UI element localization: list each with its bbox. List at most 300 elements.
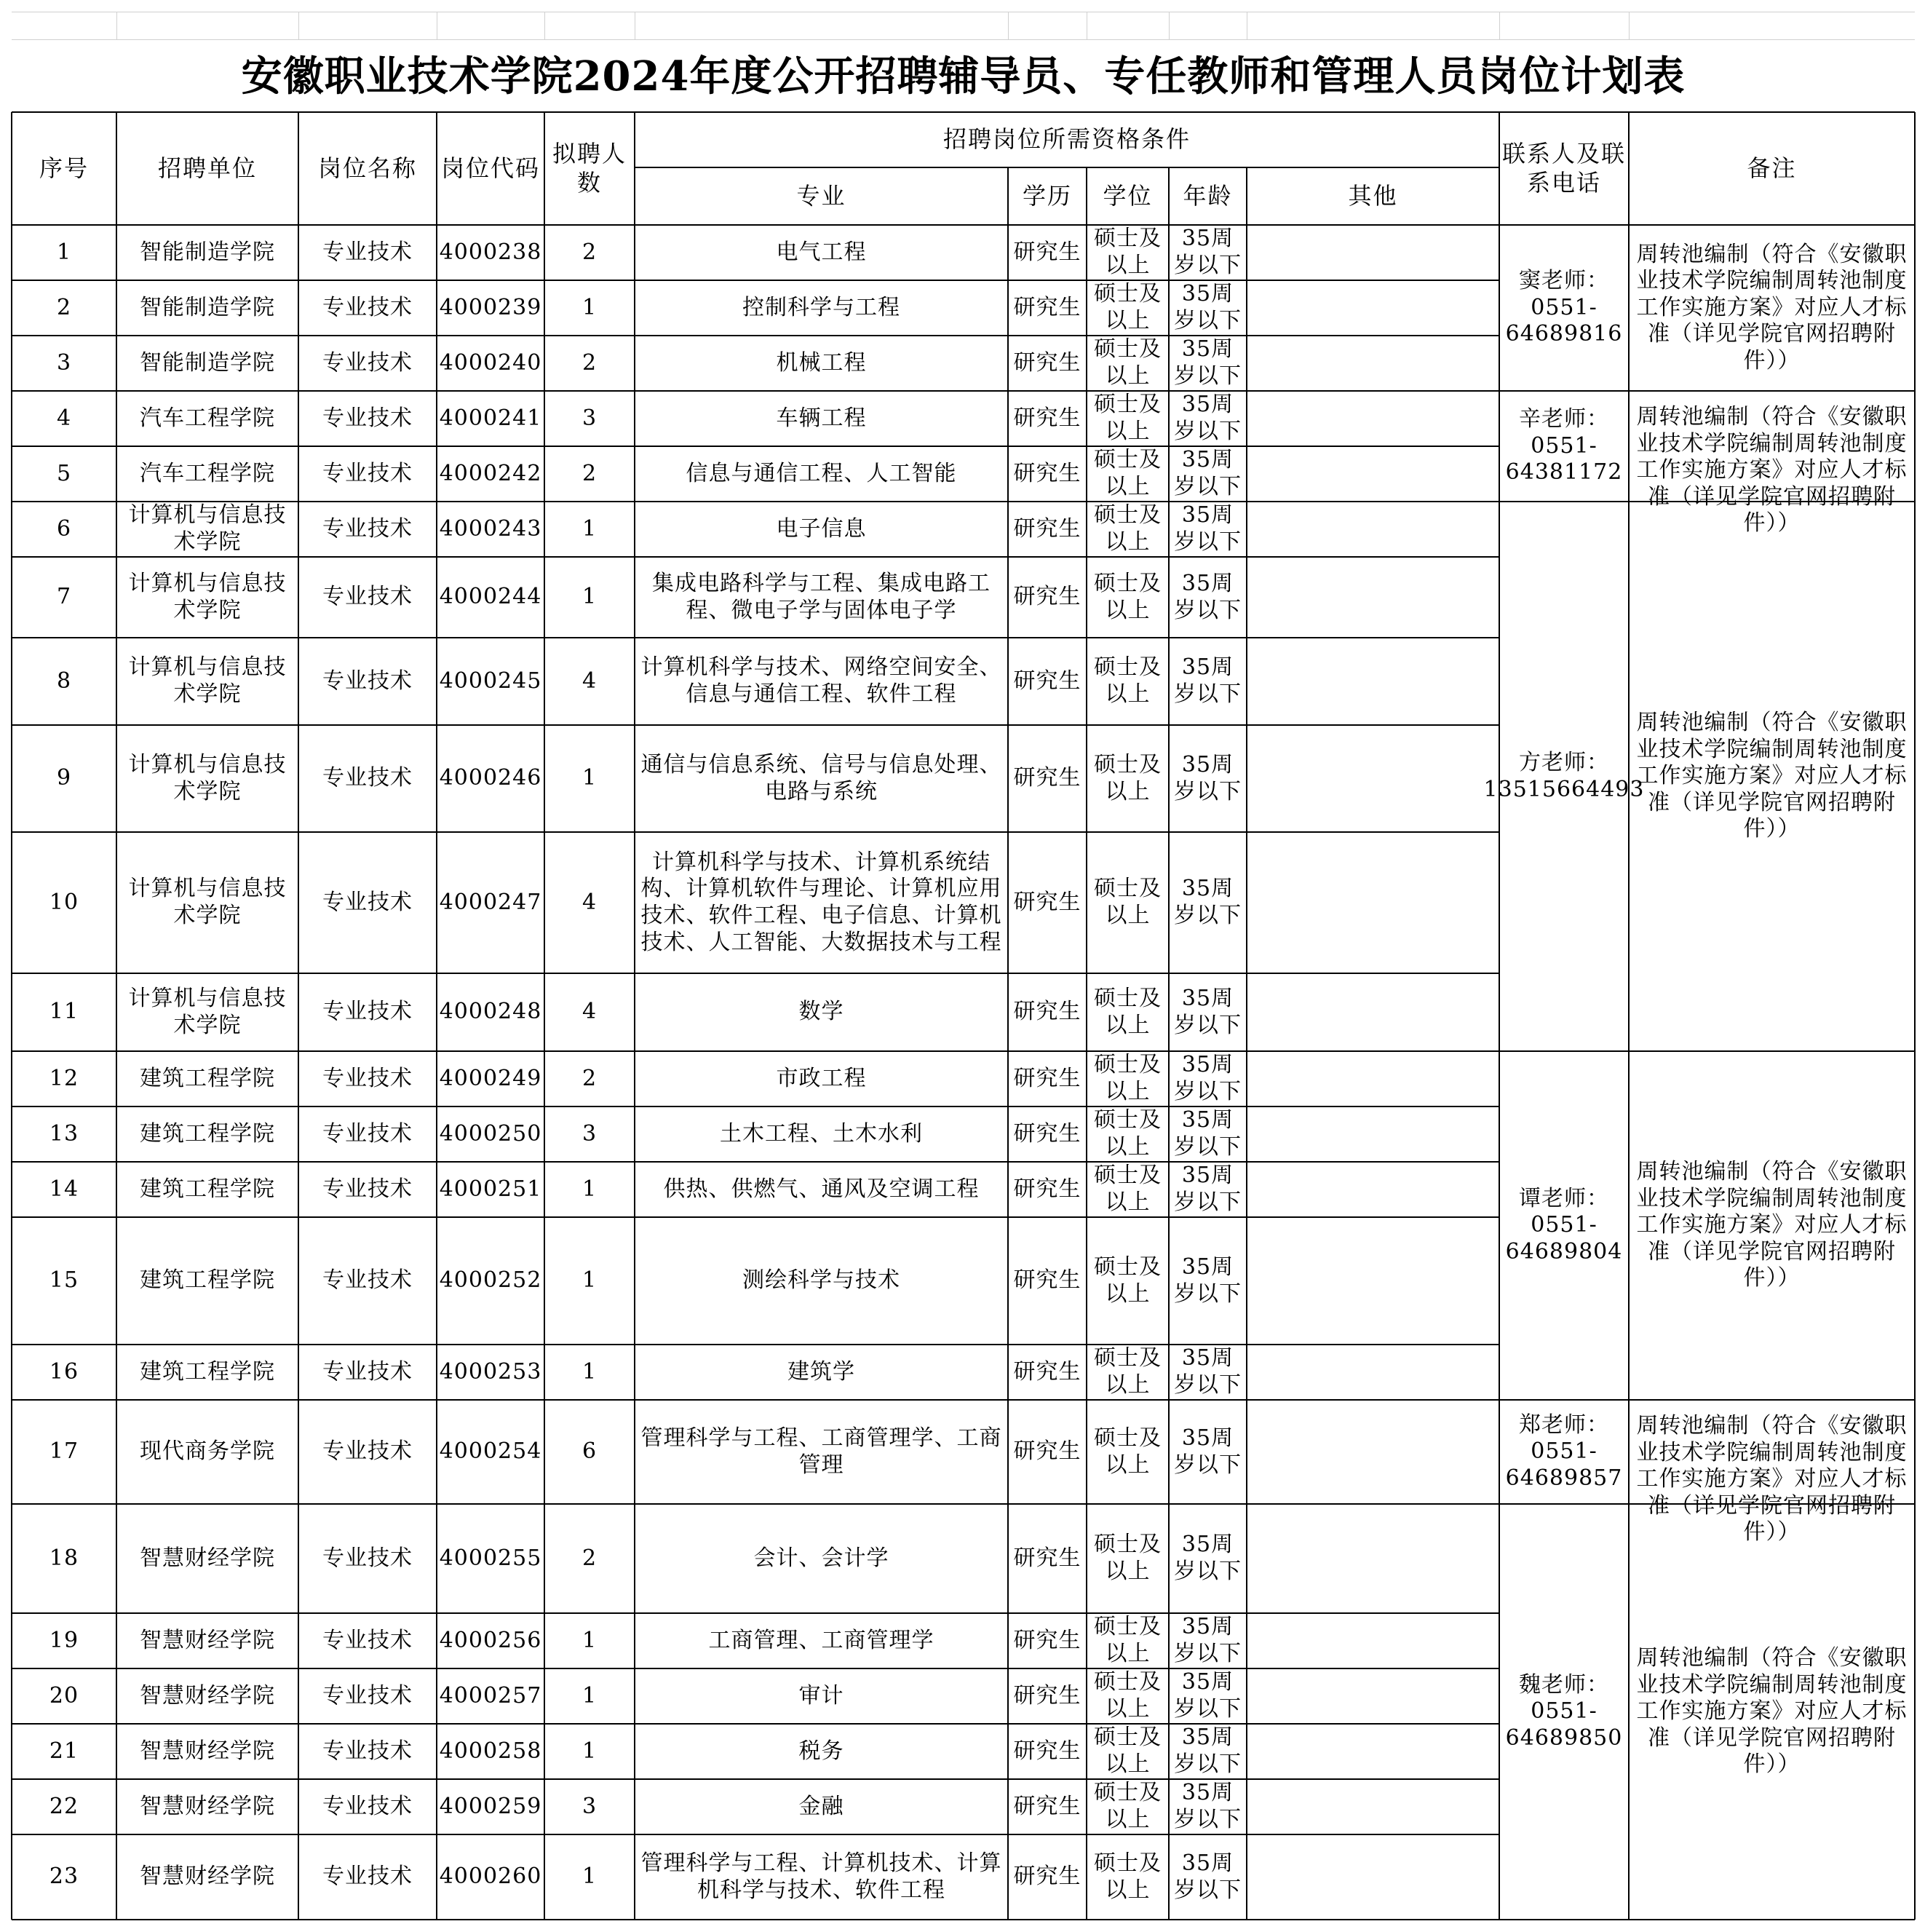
education-cell: 研究生 [1013, 1065, 1081, 1091]
contact-cell: 窦老师：0551-64689816 [1505, 268, 1623, 347]
unit-cell: 智能制造学院 [140, 349, 275, 376]
other-cell [1247, 1051, 1499, 1106]
header-remarks: 备注 [1747, 154, 1797, 182]
unit-cell: 智慧财经学院 [140, 1738, 275, 1764]
count-cell: 1 [582, 1864, 598, 1890]
seq-cell: 19 [49, 1627, 79, 1653]
age-cell: 35周岁以下 [1174, 654, 1242, 707]
header-major: 专业 [796, 181, 846, 210]
table-border [1499, 112, 1500, 1920]
post-name-cell: 专业技术 [322, 584, 413, 610]
post-code-cell: 4000239 [439, 294, 542, 320]
other-cell [1247, 1613, 1499, 1668]
major-cell: 计算机科学与技术、网络空间安全、信息与通信工程、软件工程 [640, 654, 1002, 707]
degree-cell: 硕士及以上 [1094, 1163, 1162, 1215]
unit-cell: 计算机与信息技术学院 [128, 876, 287, 928]
major-cell: 土木工程、土木水利 [720, 1120, 923, 1147]
major-cell: 审计 [798, 1682, 844, 1709]
table-border [1007, 167, 1009, 1920]
count-cell: 2 [582, 1545, 598, 1571]
table-border [12, 831, 1499, 833]
contact-cell: 辛老师：0551-64381172 [1505, 406, 1623, 486]
seq-cell: 2 [56, 294, 72, 320]
table-border [12, 1668, 1499, 1669]
degree-cell: 硕士及以上 [1094, 502, 1162, 555]
count-cell: 6 [582, 1438, 598, 1465]
other-cell [1247, 973, 1499, 1051]
post-name-cell: 专业技术 [322, 515, 413, 542]
other-cell [1247, 225, 1499, 280]
education-cell: 研究生 [1013, 1267, 1081, 1294]
post-code-cell: 4000260 [439, 1864, 542, 1890]
count-cell: 4 [582, 668, 598, 694]
post-name-cell: 专业技术 [322, 1267, 413, 1294]
table-border [12, 1106, 1499, 1107]
post-code-cell: 4000245 [439, 668, 542, 694]
unit-cell: 汽车工程学院 [140, 405, 275, 431]
table-border [12, 1399, 1499, 1401]
major-cell: 集成电路科学与工程、集成电路工程、微电子学与固体电子学 [652, 570, 991, 623]
count-cell: 2 [582, 1065, 598, 1091]
major-cell: 管理科学与工程、计算机技术、计算机科学与技术、软件工程 [640, 1850, 1002, 1903]
seq-cell: 8 [56, 668, 72, 694]
education-cell: 研究生 [1013, 1438, 1081, 1465]
major-cell: 电子信息 [776, 515, 867, 542]
sheet-gridline [298, 12, 299, 39]
unit-cell: 智能制造学院 [140, 239, 275, 265]
table-border [12, 724, 1499, 726]
count-cell: 1 [582, 765, 598, 791]
remark-cell: 周转池编制（符合《安徽职业技术学院编制周转池制度工作实施方案》对应人才标准（详见学院官网招聘附件）） [1636, 404, 1908, 537]
unit-cell: 计算机与信息技术学院 [128, 570, 287, 623]
age-cell: 35周岁以下 [1174, 570, 1242, 623]
header-other: 其他 [1348, 181, 1398, 210]
table-border [12, 1050, 1499, 1052]
education-cell: 研究生 [1013, 1738, 1081, 1764]
major-cell: 管理科学与工程、工商管理学、工商管理 [640, 1425, 1002, 1478]
table-border [12, 501, 1499, 502]
table-border [12, 446, 1499, 447]
count-cell: 1 [582, 1358, 598, 1385]
table-border [12, 1723, 1499, 1725]
post-code-cell: 4000249 [439, 1065, 542, 1091]
unit-cell: 计算机与信息技术学院 [128, 654, 287, 707]
count-cell: 4 [582, 889, 598, 915]
table-border [12, 1612, 1499, 1614]
table-border [12, 1344, 1499, 1345]
age-cell: 35周岁以下 [1174, 1725, 1242, 1777]
age-cell: 35周岁以下 [1174, 502, 1242, 555]
contact-cell: 郑老师：0551-64689857 [1505, 1412, 1623, 1491]
age-cell: 35周岁以下 [1174, 1614, 1242, 1666]
major-cell: 测绘科学与技术 [742, 1267, 900, 1294]
unit-cell: 计算机与信息技术学院 [128, 985, 287, 1038]
other-cell [1247, 1217, 1499, 1345]
post-name-cell: 专业技术 [322, 1738, 413, 1764]
post-name-cell: 专业技术 [322, 999, 413, 1025]
unit-cell: 智慧财经学院 [140, 1682, 275, 1709]
table-border [1168, 167, 1170, 1920]
table-border [1499, 1919, 1915, 1920]
age-cell: 35周岁以下 [1174, 1163, 1242, 1215]
table-border [1246, 167, 1247, 1920]
count-cell: 1 [582, 584, 598, 610]
count-cell: 3 [582, 1120, 598, 1147]
table-border [635, 167, 1499, 168]
age-cell: 35周岁以下 [1174, 751, 1242, 804]
count-cell: 1 [582, 1682, 598, 1709]
post-code-cell: 4000259 [439, 1793, 542, 1819]
post-name-cell: 专业技术 [322, 349, 413, 376]
header-post-name: 岗位名称 [317, 154, 417, 182]
other-cell [1247, 557, 1499, 638]
count-cell: 4 [582, 999, 598, 1025]
post-name-cell: 专业技术 [322, 1793, 413, 1819]
table-border [634, 112, 635, 1920]
count-cell: 1 [582, 1627, 598, 1653]
table-border [1499, 1050, 1915, 1052]
major-cell: 车辆工程 [776, 405, 867, 431]
seq-cell: 4 [56, 405, 72, 431]
unit-cell: 现代商务学院 [140, 1438, 275, 1465]
count-cell: 3 [582, 405, 598, 431]
post-code-cell: 4000246 [439, 765, 542, 791]
post-name-cell: 专业技术 [322, 1545, 413, 1571]
degree-cell: 硕士及以上 [1094, 751, 1162, 804]
age-cell: 35周岁以下 [1174, 1107, 1242, 1160]
education-cell: 研究生 [1013, 1358, 1081, 1385]
other-cell [1247, 1834, 1499, 1920]
major-cell: 供热、供燃气、通风及空调工程 [663, 1176, 980, 1202]
post-name-cell: 专业技术 [322, 1682, 413, 1709]
age-cell: 35周岁以下 [1174, 1254, 1242, 1307]
table-border [12, 335, 1499, 336]
table-border [1086, 167, 1087, 1920]
seq-cell: 16 [49, 1358, 79, 1385]
table-border [1499, 1503, 1915, 1505]
table-border [11, 112, 12, 1920]
header-age: 年龄 [1183, 181, 1233, 210]
table-border [298, 112, 299, 1920]
age-cell: 35周岁以下 [1174, 1532, 1242, 1584]
post-code-cell: 4000252 [439, 1267, 542, 1294]
table-border [12, 280, 1499, 281]
education-cell: 研究生 [1013, 668, 1081, 694]
post-name-cell: 专业技术 [322, 405, 413, 431]
major-cell: 信息与通信工程、人工智能 [686, 460, 957, 486]
post-code-cell: 4000251 [439, 1176, 542, 1202]
count-cell: 1 [582, 1176, 598, 1202]
major-cell: 控制科学与工程 [742, 294, 900, 320]
post-code-cell: 4000244 [439, 584, 542, 610]
header-degree: 学位 [1103, 181, 1153, 210]
other-cell [1247, 638, 1499, 725]
table-border [12, 556, 1499, 558]
table-border [12, 390, 1499, 392]
major-cell: 数学 [798, 999, 844, 1025]
unit-cell: 建筑工程学院 [140, 1358, 275, 1385]
post-name-cell: 专业技术 [322, 1358, 413, 1385]
seq-cell: 11 [49, 999, 79, 1025]
degree-cell: 硕士及以上 [1094, 1669, 1162, 1722]
post-code-cell: 4000240 [439, 349, 542, 376]
seq-cell: 3 [56, 349, 72, 376]
major-cell: 会计、会计学 [753, 1545, 889, 1571]
education-cell: 研究生 [1013, 1682, 1081, 1709]
degree-cell: 硕士及以上 [1094, 1725, 1162, 1777]
degree-cell: 硕士及以上 [1094, 570, 1162, 623]
post-code-cell: 4000255 [439, 1545, 542, 1571]
table-border [12, 973, 1499, 974]
degree-cell: 硕士及以上 [1094, 1532, 1162, 1584]
seq-cell: 12 [49, 1065, 79, 1091]
other-cell [1247, 336, 1499, 391]
count-cell: 1 [582, 515, 598, 542]
sheet-gridline [116, 12, 117, 39]
table-border [1499, 390, 1915, 392]
education-cell: 研究生 [1013, 460, 1081, 486]
unit-cell: 建筑工程学院 [140, 1065, 275, 1091]
sheet-gridline [1499, 12, 1500, 39]
other-cell [1247, 1724, 1499, 1779]
age-cell: 35周岁以下 [1174, 447, 1242, 499]
education-cell: 研究生 [1013, 294, 1081, 320]
education-cell: 研究生 [1013, 349, 1081, 376]
unit-cell: 智慧财经学院 [140, 1545, 275, 1571]
unit-cell: 汽车工程学院 [140, 460, 275, 486]
degree-cell: 硕士及以上 [1094, 281, 1162, 333]
table-border [544, 112, 545, 1920]
degree-cell: 硕士及以上 [1094, 1254, 1162, 1307]
sheet-gridline [1008, 12, 1009, 39]
unit-cell: 建筑工程学院 [140, 1176, 275, 1202]
table-border [12, 1834, 1499, 1835]
contact-cell: 魏老师：0551-64689850 [1505, 1671, 1623, 1751]
major-cell: 市政工程 [776, 1065, 867, 1091]
other-cell [1247, 1162, 1499, 1217]
seq-cell: 6 [56, 515, 72, 542]
age-cell: 35周岁以下 [1174, 281, 1242, 333]
table-border [12, 637, 1499, 638]
count-cell: 1 [582, 1267, 598, 1294]
post-name-cell: 专业技术 [322, 1176, 413, 1202]
education-cell: 研究生 [1013, 515, 1081, 542]
count-cell: 1 [582, 1738, 598, 1764]
education-cell: 研究生 [1013, 584, 1081, 610]
count-cell: 1 [582, 294, 598, 320]
age-cell: 35周岁以下 [1174, 985, 1242, 1038]
post-name-cell: 专业技术 [322, 294, 413, 320]
education-cell: 研究生 [1013, 999, 1081, 1025]
other-cell [1247, 391, 1499, 446]
post-name-cell: 专业技术 [322, 460, 413, 486]
unit-cell: 智慧财经学院 [140, 1864, 275, 1890]
seq-cell: 14 [49, 1176, 79, 1202]
other-cell [1247, 1779, 1499, 1834]
post-name-cell: 专业技术 [322, 889, 413, 915]
unit-cell: 计算机与信息技术学院 [128, 502, 287, 555]
seq-cell: 1 [56, 239, 72, 265]
post-name-cell: 专业技术 [322, 1864, 413, 1890]
table-border [12, 1216, 1499, 1218]
major-cell: 工商管理、工商管理学 [708, 1627, 934, 1653]
contact-cell: 方老师：13515664493 [1483, 749, 1645, 802]
other-cell [1247, 1668, 1499, 1724]
degree-cell: 硕士及以上 [1094, 985, 1162, 1038]
count-cell: 3 [582, 1793, 598, 1819]
seq-cell: 7 [56, 584, 72, 610]
post-code-cell: 4000254 [439, 1438, 542, 1465]
remark-cell: 周转池编制（符合《安徽职业技术学院编制周转池制度工作实施方案》对应人才标准（详见学院官网招聘附件）） [1636, 241, 1908, 373]
table-border [1914, 112, 1916, 1920]
age-cell: 35周岁以下 [1174, 1850, 1242, 1903]
education-cell: 研究生 [1013, 1793, 1081, 1819]
post-code-cell: 4000238 [439, 239, 542, 265]
table-border [12, 1919, 1499, 1920]
seq-cell: 23 [49, 1864, 79, 1890]
degree-cell: 硕士及以上 [1094, 226, 1162, 278]
count-cell: 2 [582, 239, 598, 265]
header-count: 拟聘人数 [552, 140, 627, 197]
major-cell: 建筑学 [787, 1358, 855, 1385]
table-border [1628, 112, 1630, 1920]
post-name-cell: 专业技术 [322, 239, 413, 265]
post-code-cell: 4000258 [439, 1738, 542, 1764]
remark-cell: 周转池编制（符合《安徽职业技术学院编制周转池制度工作实施方案》对应人才标准（详见学院官网招聘附件）） [1636, 1413, 1908, 1545]
degree-cell: 硕士及以上 [1094, 447, 1162, 499]
degree-cell: 硕士及以上 [1094, 1850, 1162, 1903]
table-border [12, 1778, 1499, 1780]
degree-cell: 硕士及以上 [1094, 876, 1162, 928]
degree-cell: 硕士及以上 [1094, 654, 1162, 707]
seq-cell: 22 [49, 1793, 79, 1819]
count-cell: 2 [582, 460, 598, 486]
remark-cell: 周转池编制（符合《安徽职业技术学院编制周转池制度工作实施方案》对应人才标准（详见学院官网招聘附件）） [1636, 1159, 1908, 1291]
post-name-cell: 专业技术 [322, 765, 413, 791]
degree-cell: 硕士及以上 [1094, 1614, 1162, 1666]
table-border [12, 1161, 1499, 1163]
other-cell [1247, 446, 1499, 502]
table-border [116, 112, 117, 1920]
age-cell: 35周岁以下 [1174, 226, 1242, 278]
post-name-cell: 专业技术 [322, 1120, 413, 1147]
other-cell [1247, 1345, 1499, 1400]
unit-cell: 智能制造学院 [140, 294, 275, 320]
header-post-code: 岗位代码 [440, 154, 540, 182]
degree-cell: 硕士及以上 [1094, 1107, 1162, 1160]
age-cell: 35周岁以下 [1174, 1345, 1242, 1398]
degree-cell: 硕士及以上 [1094, 1780, 1162, 1832]
header-contact: 联系人及联系电话 [1502, 140, 1627, 197]
post-name-cell: 专业技术 [322, 1627, 413, 1653]
post-name-cell: 专业技术 [322, 1438, 413, 1465]
education-cell: 研究生 [1013, 1864, 1081, 1890]
post-name-cell: 专业技术 [322, 1065, 413, 1091]
major-cell: 机械工程 [776, 349, 867, 376]
education-cell: 研究生 [1013, 1545, 1081, 1571]
table-border [436, 112, 437, 1920]
post-code-cell: 4000253 [439, 1358, 542, 1385]
seq-cell: 15 [49, 1267, 79, 1294]
header-unit: 招聘单位 [157, 154, 257, 182]
other-cell [1247, 725, 1499, 832]
sheet-gridline [1169, 12, 1170, 39]
count-cell: 2 [582, 349, 598, 376]
unit-cell: 建筑工程学院 [140, 1267, 275, 1294]
post-code-cell: 4000257 [439, 1682, 542, 1709]
table-border [1499, 501, 1915, 502]
table-border [1499, 1399, 1915, 1401]
header-qualifications: 招聘岗位所需资格条件 [942, 125, 1191, 154]
degree-cell: 硕士及以上 [1094, 1052, 1162, 1104]
remark-cell: 周转池编制（符合《安徽职业技术学院编制周转池制度工作实施方案》对应人才标准（详见学院官网招聘附件）） [1636, 710, 1908, 842]
header-education: 学历 [1022, 181, 1072, 210]
age-cell: 35周岁以下 [1174, 392, 1242, 444]
other-cell [1247, 1400, 1499, 1504]
degree-cell: 硕士及以上 [1094, 1425, 1162, 1478]
degree-cell: 硕士及以上 [1094, 1345, 1162, 1398]
age-cell: 35周岁以下 [1174, 336, 1242, 389]
age-cell: 35周岁以下 [1174, 1052, 1242, 1104]
age-cell: 35周岁以下 [1174, 1425, 1242, 1478]
age-cell: 35周岁以下 [1174, 876, 1242, 928]
major-cell: 通信与信息系统、信号与信息处理、电路与系统 [640, 751, 1002, 804]
post-name-cell: 专业技术 [322, 668, 413, 694]
major-cell: 金融 [798, 1793, 844, 1819]
table-border [12, 1503, 1499, 1505]
header-seq: 序号 [39, 154, 89, 182]
contact-cell: 谭老师：0551-64689804 [1505, 1185, 1623, 1264]
education-cell: 研究生 [1013, 405, 1081, 431]
degree-cell: 硕士及以上 [1094, 336, 1162, 389]
education-cell: 研究生 [1013, 1176, 1081, 1202]
sheet-gridline [1629, 12, 1630, 39]
other-cell [1247, 832, 1499, 973]
post-code-cell: 4000241 [439, 405, 542, 431]
seq-cell: 18 [49, 1545, 79, 1571]
sheet-gridline [544, 12, 545, 39]
unit-cell: 计算机与信息技术学院 [128, 751, 287, 804]
seq-cell: 10 [49, 889, 79, 915]
post-code-cell: 4000250 [439, 1120, 542, 1147]
post-code-cell: 4000242 [439, 460, 542, 486]
page-title: 安徽职业技术学院2024年度公开招聘辅导员、专任教师和管理人员岗位计划表 [12, 39, 1915, 113]
seq-cell: 9 [56, 765, 72, 791]
unit-cell: 智慧财经学院 [140, 1627, 275, 1653]
seq-cell: 17 [49, 1438, 79, 1465]
age-cell: 35周岁以下 [1174, 1669, 1242, 1722]
education-cell: 研究生 [1013, 889, 1081, 915]
age-cell: 35周岁以下 [1174, 1780, 1242, 1832]
seq-cell: 20 [49, 1682, 79, 1709]
other-cell [1247, 280, 1499, 336]
education-cell: 研究生 [1013, 1627, 1081, 1653]
post-code-cell: 4000256 [439, 1627, 542, 1653]
other-cell [1247, 502, 1499, 557]
degree-cell: 硕士及以上 [1094, 392, 1162, 444]
seq-cell: 13 [49, 1120, 79, 1147]
education-cell: 研究生 [1013, 765, 1081, 791]
remark-cell: 周转池编制（符合《安徽职业技术学院编制周转池制度工作实施方案》对应人才标准（详见学院官网招聘附件）） [1636, 1645, 1908, 1778]
other-cell [1247, 1106, 1499, 1162]
post-code-cell: 4000248 [439, 999, 542, 1025]
post-code-cell: 4000247 [439, 889, 542, 915]
major-cell: 计算机科学与技术、计算机系统结构、计算机软件与理论、计算机应用技术、软件工程、电子信息、计算机技术、人工智能、大数据技术与工程 [640, 849, 1002, 955]
seq-cell: 5 [56, 460, 72, 486]
other-cell [1247, 1504, 1499, 1613]
major-cell: 税务 [798, 1738, 844, 1764]
education-cell: 研究生 [1013, 239, 1081, 265]
